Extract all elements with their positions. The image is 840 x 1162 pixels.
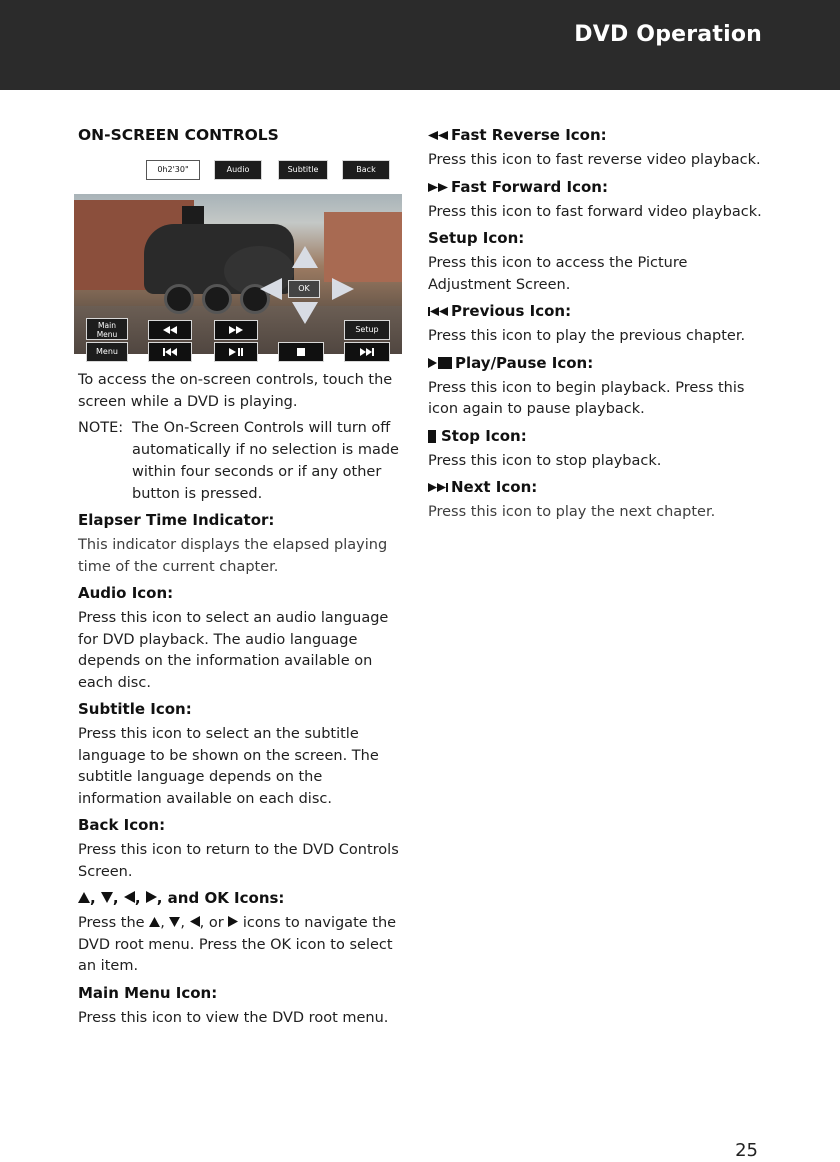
brick-building-right: [324, 212, 402, 282]
right-arrow-icon: [146, 891, 157, 903]
main-menu-button: Main Menu: [86, 318, 128, 340]
play-pause-icon: [229, 348, 243, 356]
up-arrow-icon: [292, 246, 318, 268]
audio-body: Press this icon to select an audio language for DVD playback. The audio language depends on the information available on each disc.: [78, 610, 389, 691]
down-arrow-icon: [169, 917, 180, 927]
setup-body: Press this icon to access the Picture Adjustment Screen.: [428, 255, 688, 293]
stop-heading: [428, 425, 768, 447]
fast-forward-icon: [229, 326, 243, 334]
ok-button: OK: [288, 280, 320, 298]
fast-forward-body: Press this icon to fast forward video playback.: [428, 203, 762, 220]
right-arrow-icon: [228, 916, 238, 927]
down-arrow-icon: [292, 302, 318, 324]
left-arrow-icon: [124, 891, 135, 903]
fast-reverse-button: [148, 320, 192, 340]
play-pause-body: Press this icon to begin playback. Press this icon again to pause playback.: [428, 379, 745, 417]
next-button: [344, 342, 390, 362]
back-body: Press this icon to return to the DVD Controls Screen.: [78, 842, 399, 880]
stop-heading-text: Stop Icon:: [441, 426, 527, 445]
right-column: [428, 124, 768, 524]
play-pause-button: [214, 342, 258, 362]
fast-reverse-icon: [428, 131, 448, 140]
stop-icon: [296, 348, 306, 356]
setup-button: Setup: [344, 320, 390, 340]
stop-icon: [428, 430, 438, 443]
on-screen-controls-image: [74, 158, 402, 354]
stop-body: Press this icon to stop playback.: [428, 452, 662, 469]
previous-heading: [428, 300, 768, 322]
note-label: NOTE:: [78, 420, 124, 436]
left-arrow-icon: [190, 916, 200, 927]
audio-heading: Audio Icon:: [78, 584, 174, 602]
previous-button: [148, 342, 192, 362]
arrows-body-or: or: [208, 915, 224, 931]
section-title: ON-SCREEN CONTROLS: [78, 126, 279, 144]
play-pause-heading-text: Play/Pause Icon:: [455, 353, 594, 372]
next-icon: [360, 348, 374, 356]
elapsed-time-button: 0h2'30": [146, 160, 200, 180]
previous-body: Press this icon to play the previous chapter.: [428, 328, 746, 344]
arrows-body: Press the , , , or icons to navigate the DVD root menu. Press the OK icon to select an item.: [78, 915, 397, 974]
arrows-body-suffix: icons to navigate the DVD root menu. Press the OK icon to select an item.: [78, 915, 397, 974]
main-menu-body: Press this icon to view the DVD root menu.: [78, 1009, 389, 1026]
next-heading: [428, 476, 768, 498]
main-menu-heading: Main Menu Icon:: [78, 983, 218, 1002]
stop-button: [278, 342, 324, 362]
setup-heading: Setup Icon:: [428, 229, 525, 247]
back-button: Back: [342, 160, 390, 180]
previous-icon: [163, 348, 177, 356]
left-column: [78, 124, 408, 1029]
wheel-icon: [164, 284, 194, 314]
next-icon: [428, 483, 448, 492]
left-arrow-icon: [260, 278, 282, 300]
fast-forward-heading: [428, 176, 768, 198]
down-arrow-icon: [101, 892, 113, 903]
elapsed-body: This indicator displays the elapsed playing time of the current chapter.: [78, 537, 388, 575]
fast-reverse-body: Press this icon to fast reverse video playback.: [428, 152, 761, 168]
next-body: Press this icon to play the next chapter.: [428, 504, 716, 520]
subtitle-body: Press this icon to select an the subtitle language to be shown on the screen. The subtitle language depends on the information available on each disc.: [78, 726, 379, 807]
previous-icon: [428, 307, 448, 316]
note: [78, 417, 408, 505]
fast-forward-heading-text: Fast Forward Icon:: [451, 177, 608, 196]
fast-reverse-heading: [428, 124, 768, 146]
fast-reverse-heading-text: Fast Reverse Icon:: [451, 126, 607, 144]
arrows-heading-suffix: , and OK Icons:: [156, 889, 285, 907]
page-header: [0, 0, 840, 90]
elapsed-heading: Elapser Time Indicator:: [78, 511, 275, 529]
play-pause-heading: [428, 352, 768, 374]
fast-reverse-icon: [163, 326, 177, 334]
audio-button: Audio: [214, 160, 262, 180]
subtitle-heading: Subtitle Icon:: [78, 700, 192, 718]
intro-text: To access the on-screen controls, touch the screen while a DVD is playing.: [78, 372, 393, 410]
previous-heading-text: Previous Icon:: [451, 302, 572, 320]
up-arrow-icon: [78, 892, 90, 903]
back-heading: Back Icon:: [78, 816, 166, 834]
wheel-icon: [202, 284, 232, 314]
page-number: 25: [735, 1140, 758, 1161]
fast-forward-icon: [428, 183, 448, 192]
arrows-body-prefix: Press the: [78, 915, 145, 931]
fast-forward-button: [214, 320, 258, 340]
play-pause-icon: [428, 357, 452, 369]
subtitle-button: Subtitle: [278, 160, 328, 180]
right-arrow-icon: [332, 278, 354, 300]
page-title: DVD Operation: [574, 22, 762, 47]
arrows-heading: , , , , and OK Icons:: [78, 887, 408, 909]
up-arrow-icon: [149, 917, 160, 927]
next-heading-text: Next Icon:: [451, 478, 538, 496]
note-text: The On-Screen Controls will turn off automatically if no selection is made within four seconds or if any other button is pressed.: [132, 420, 399, 502]
menu-button: Menu: [86, 342, 128, 362]
